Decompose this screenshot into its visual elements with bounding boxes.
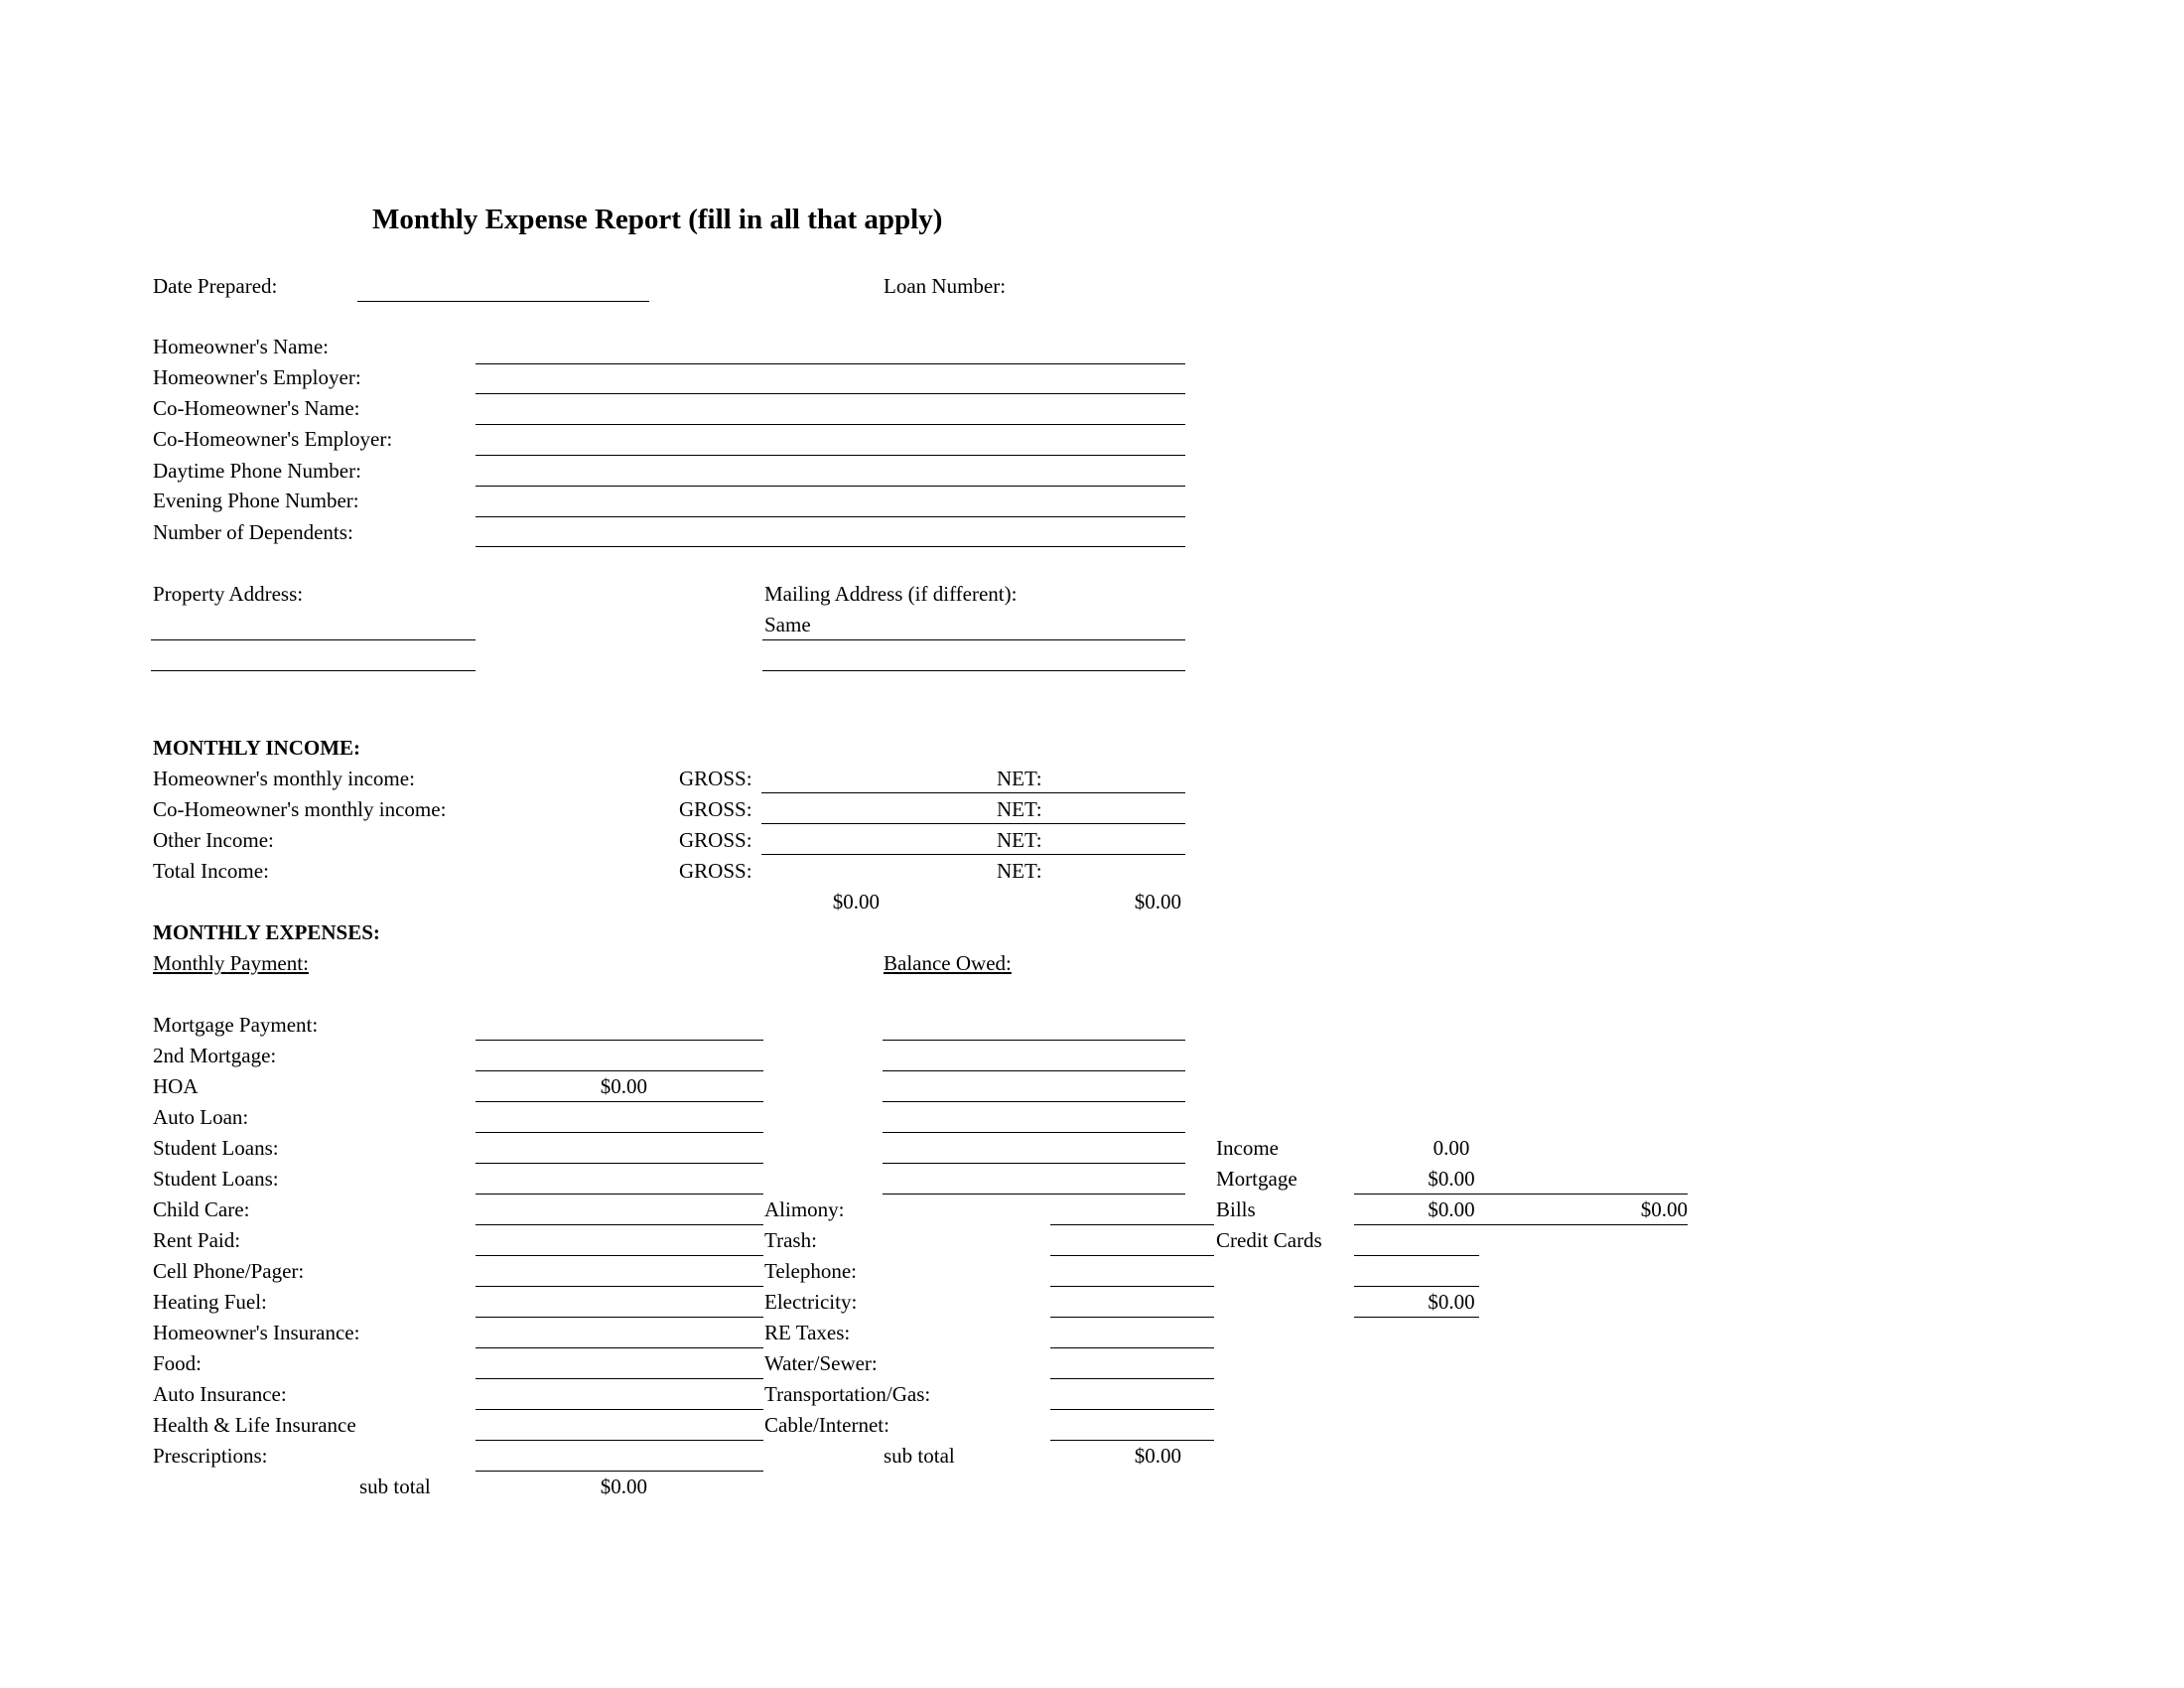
date-prepared-field[interactable] bbox=[357, 301, 649, 302]
alimony-field[interactable] bbox=[1050, 1224, 1214, 1225]
income-row-label: Homeowner's monthly income: bbox=[153, 767, 415, 790]
expense-item-label: Auto Insurance: bbox=[153, 1382, 287, 1406]
co-homeowner-name-label: Co-Homeowner's Name: bbox=[153, 396, 360, 420]
right-subtotal-value: $0.00 bbox=[1134, 1444, 1181, 1468]
monthly-payment-header: Monthly Payment: bbox=[153, 951, 309, 975]
expense-item-label: Student Loans: bbox=[153, 1167, 279, 1191]
summary-bills-value: $0.00 bbox=[1428, 1197, 1475, 1221]
date-prepared-label: Date Prepared: bbox=[153, 274, 278, 298]
expense-item-label: Homeowner's Insurance: bbox=[153, 1321, 360, 1344]
page-title: Monthly Expense Report (fill in all that apply) bbox=[372, 204, 943, 235]
dependents-label: Number of Dependents: bbox=[153, 520, 353, 544]
expenses-heading: MONTHLY EXPENSES: bbox=[153, 920, 380, 944]
mailing-address-label: Mailing Address (if different): bbox=[764, 582, 1018, 606]
expense-item-label: Trash: bbox=[764, 1228, 817, 1252]
summary-income-label: Income bbox=[1216, 1136, 1279, 1160]
co-homeowner-employer-label: Co-Homeowner's Employer: bbox=[153, 427, 393, 451]
income-row-label: Co-Homeowner's monthly income: bbox=[153, 797, 447, 821]
balance-owed-mortgage-field[interactable] bbox=[883, 1040, 1185, 1041]
mailing-address-line-1[interactable] bbox=[762, 639, 1185, 640]
child-care-field[interactable] bbox=[476, 1224, 763, 1225]
telephone-field[interactable] bbox=[1050, 1286, 1214, 1287]
cell-phone-field[interactable] bbox=[476, 1286, 763, 1287]
income-heading: MONTHLY INCOME: bbox=[153, 736, 361, 760]
balance-owed-hoa-field[interactable] bbox=[883, 1101, 1185, 1102]
health-life-insurance-field[interactable] bbox=[476, 1440, 763, 1441]
hoa-field[interactable] bbox=[476, 1101, 763, 1102]
summary-income-value: 0.00 bbox=[1433, 1136, 1470, 1160]
summary-rule bbox=[1354, 1194, 1688, 1195]
homeowner-employer-label: Homeowner's Employer: bbox=[153, 365, 361, 389]
expense-item-label: Student Loans: bbox=[153, 1136, 279, 1160]
homeowner-name-label: Homeowner's Name: bbox=[153, 335, 329, 358]
net-total: $0.00 bbox=[1134, 890, 1181, 914]
summary-bills-label: Bills bbox=[1216, 1197, 1256, 1221]
loan-number-label: Loan Number: bbox=[884, 274, 1007, 298]
expense-item-label: Rent Paid: bbox=[153, 1228, 241, 1252]
re-taxes-field[interactable] bbox=[1050, 1347, 1214, 1348]
balance-owed-auto-loan-field[interactable] bbox=[883, 1132, 1185, 1133]
expense-item-label: Heating Fuel: bbox=[153, 1290, 267, 1314]
gross-total: $0.00 bbox=[832, 890, 880, 914]
daytime-phone-label: Daytime Phone Number: bbox=[153, 459, 361, 483]
net-label: NET: bbox=[997, 828, 1042, 852]
trash-field[interactable] bbox=[1050, 1255, 1214, 1256]
homeowner-employer-field[interactable] bbox=[476, 393, 1185, 394]
mailing-address-value: Same bbox=[764, 613, 811, 636]
homeowners-insurance-field[interactable] bbox=[476, 1347, 763, 1348]
auto-loan-field[interactable] bbox=[476, 1132, 763, 1133]
balance-owed-header: Balance Owed: bbox=[884, 951, 1012, 975]
prescriptions-field[interactable] bbox=[476, 1471, 763, 1472]
water-sewer-field[interactable] bbox=[1050, 1378, 1214, 1379]
student-loans-field[interactable] bbox=[476, 1163, 763, 1164]
homeowner-income-field[interactable] bbox=[761, 792, 1185, 793]
balance-owed-2nd-mortgage-field[interactable] bbox=[883, 1070, 1185, 1071]
expense-item-label: Transportation/Gas: bbox=[764, 1382, 931, 1406]
property-address-line-1[interactable] bbox=[151, 639, 476, 640]
mailing-address-line-2[interactable] bbox=[762, 670, 1185, 671]
transportation-gas-field[interactable] bbox=[1050, 1409, 1214, 1410]
rent-paid-field[interactable] bbox=[476, 1255, 763, 1256]
expense-item-label: Telephone: bbox=[764, 1259, 857, 1283]
summary-rule bbox=[1354, 1224, 1688, 1225]
net-label: NET: bbox=[997, 797, 1042, 821]
expense-item-label: 2nd Mortgage: bbox=[153, 1044, 277, 1067]
gross-label: GROSS: bbox=[679, 828, 752, 852]
other-income-field[interactable] bbox=[761, 854, 1185, 855]
balance-owed-student-loans-field[interactable] bbox=[883, 1194, 1185, 1195]
net-label: NET: bbox=[997, 767, 1042, 790]
co-homeowner-employer-field[interactable] bbox=[476, 455, 1185, 456]
summary-result-value: $0.00 bbox=[1428, 1290, 1475, 1314]
co-homeowner-income-field[interactable] bbox=[761, 823, 1185, 824]
expense-item-label: Health & Life Insurance bbox=[153, 1413, 356, 1437]
expense-item-label: Prescriptions: bbox=[153, 1444, 268, 1468]
expense-item-label: Water/Sewer: bbox=[764, 1351, 878, 1375]
property-address-line-2[interactable] bbox=[151, 670, 476, 671]
summary-credit-cards-label: Credit Cards bbox=[1216, 1228, 1322, 1252]
summary-rule bbox=[1354, 1317, 1479, 1318]
expense-item-label: HOA bbox=[153, 1074, 199, 1098]
credit-cards-field[interactable] bbox=[1354, 1255, 1479, 1256]
expense-item-label: Auto Loan: bbox=[153, 1105, 249, 1129]
gross-label: GROSS: bbox=[679, 767, 752, 790]
gross-label: GROSS: bbox=[679, 797, 752, 821]
cable-internet-field[interactable] bbox=[1050, 1440, 1214, 1441]
summary-rule bbox=[1354, 1286, 1479, 1287]
gross-label: GROSS: bbox=[679, 859, 752, 883]
net-label: NET: bbox=[997, 859, 1042, 883]
expense-item-label: Electricity: bbox=[764, 1290, 858, 1314]
income-row-label: Total Income: bbox=[153, 859, 269, 883]
expense-item-label: Food: bbox=[153, 1351, 203, 1375]
evening-phone-label: Evening Phone Number: bbox=[153, 489, 359, 512]
co-homeowner-name-field[interactable] bbox=[476, 424, 1185, 425]
dependents-field[interactable] bbox=[476, 546, 1185, 547]
heating-fuel-field[interactable] bbox=[476, 1317, 763, 1318]
daytime-phone-field[interactable] bbox=[476, 486, 1185, 487]
student-loans-field[interactable] bbox=[476, 1194, 763, 1195]
summary-mortgage-label: Mortgage bbox=[1216, 1167, 1297, 1191]
expense-item-label: Mortgage Payment: bbox=[153, 1013, 319, 1037]
expense-item-label: RE Taxes: bbox=[764, 1321, 851, 1344]
expense-item-label: Alimony: bbox=[764, 1197, 845, 1221]
food-field[interactable] bbox=[476, 1378, 763, 1379]
electricity-field[interactable] bbox=[1050, 1317, 1214, 1318]
left-subtotal-label: sub total bbox=[359, 1475, 431, 1498]
evening-phone-field[interactable] bbox=[476, 516, 1185, 517]
homeowner-name-field[interactable] bbox=[476, 363, 1185, 364]
property-address-label: Property Address: bbox=[153, 582, 304, 606]
second-mortgage-field[interactable] bbox=[476, 1070, 763, 1071]
summary-mortgage-value: $0.00 bbox=[1428, 1167, 1475, 1191]
summary-bills-total: $0.00 bbox=[1640, 1197, 1688, 1221]
right-subtotal-label: sub total bbox=[884, 1444, 955, 1468]
auto-insurance-field[interactable] bbox=[476, 1409, 763, 1410]
income-row-label: Other Income: bbox=[153, 828, 274, 852]
expense-item-label: Child Care: bbox=[153, 1197, 250, 1221]
hoa-value: $0.00 bbox=[600, 1074, 647, 1098]
expense-item-label: Cable/Internet: bbox=[764, 1413, 889, 1437]
expense-item-label: Cell Phone/Pager: bbox=[153, 1259, 305, 1283]
mortgage-payment-field[interactable] bbox=[476, 1040, 763, 1041]
left-subtotal-value: $0.00 bbox=[600, 1475, 647, 1498]
balance-owed-student-loans-field[interactable] bbox=[883, 1163, 1185, 1164]
